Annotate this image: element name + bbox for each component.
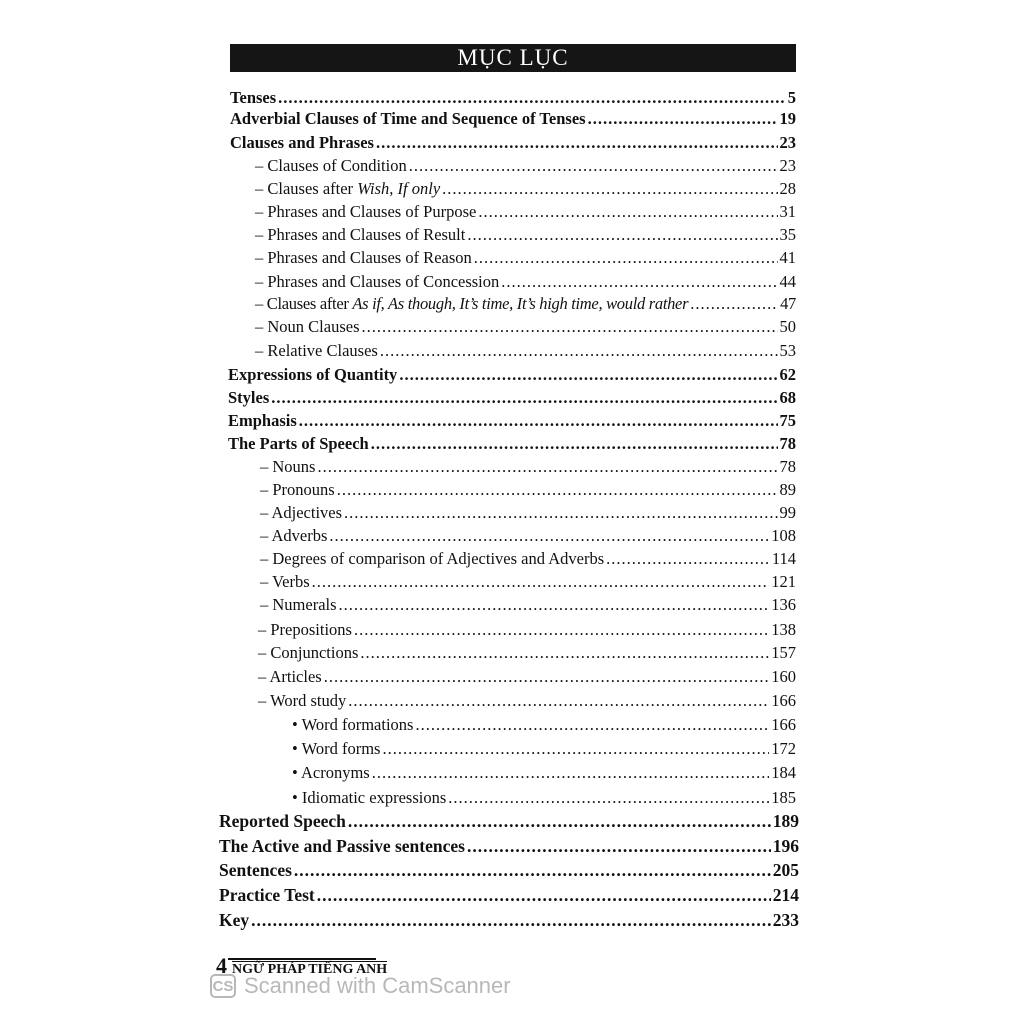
- toc-entry: [230, 132, 796, 154]
- toc-entry-label: – Prepositions: [258, 620, 352, 639]
- toc-entry: [219, 859, 799, 881]
- toc-leader: [606, 548, 770, 570]
- toc-entry-page: 185: [771, 788, 796, 807]
- toc-entry: [255, 340, 796, 362]
- camscanner-logo-icon: CS: [210, 974, 236, 998]
- toc-entry-label: The Parts of Speech: [228, 434, 369, 453]
- toc-leader: [294, 859, 771, 881]
- toc-entry-page: 5: [787, 88, 796, 107]
- toc-leader: [299, 410, 778, 432]
- book-title: NGỮ PHÁP TIẾNG ANH: [232, 962, 388, 977]
- toc-entry-label: – Relative Clauses: [255, 341, 378, 360]
- toc-entry: [219, 909, 799, 931]
- toc-entry: [260, 479, 796, 501]
- toc-entry: [219, 810, 799, 832]
- toc-entry-page: 53: [779, 341, 796, 360]
- toc-entry: [255, 224, 796, 246]
- toc-entry: [255, 155, 796, 177]
- toc-leader: [442, 178, 777, 200]
- toc-entry: [260, 502, 796, 524]
- toc-entry-page: 19: [779, 109, 796, 128]
- toc-entry-label: – Noun Clauses: [255, 317, 360, 336]
- toc-entry: [255, 316, 796, 338]
- toc-leader: [474, 247, 778, 269]
- toc-entry-page: 166: [771, 691, 796, 710]
- toc-entry-page: 166: [771, 715, 796, 734]
- toc-entry-label: – Degrees of comparison of Adjectives and Adverbs: [260, 549, 605, 568]
- toc-entry-page: 136: [771, 595, 796, 614]
- toc-entry: [255, 201, 796, 223]
- toc-entry-label: Sentences: [219, 860, 292, 880]
- toc-leader: [690, 293, 778, 315]
- toc-leader: [415, 714, 769, 736]
- toc-leader: [467, 224, 777, 246]
- toc-entry: [260, 456, 796, 478]
- toc-leader: [409, 155, 778, 177]
- toc-entry-label: – Word study: [258, 691, 347, 710]
- toc-leader: [478, 201, 777, 223]
- toc-entry: [230, 108, 796, 130]
- toc-entry: [258, 619, 796, 641]
- toc-entry-label: – Articles: [258, 667, 322, 686]
- toc-entry-page: 44: [779, 272, 796, 291]
- toc-entry: [258, 690, 796, 712]
- toc-leader: [317, 456, 777, 478]
- toc-entry-label: The Active and Passive sentences: [219, 836, 465, 856]
- toc-entry-page: 47: [780, 294, 796, 313]
- toc-entry: [255, 271, 796, 293]
- toc-entry-label: – Phrases and Clauses of Concession: [255, 272, 500, 291]
- toc-entry-page: 138: [771, 620, 796, 639]
- toc-entry-page: 23: [779, 133, 796, 152]
- toc-leader: [354, 619, 769, 641]
- toc-leader: [588, 108, 778, 130]
- toc-entry-page: 62: [779, 365, 796, 384]
- toc-entry: [292, 738, 796, 760]
- toc-leader: [382, 738, 769, 760]
- toc-entry-label: • Acronyms: [292, 763, 370, 782]
- toc-leader: [337, 479, 778, 501]
- toc-entry-page: 172: [771, 739, 796, 758]
- toc-entry-label: Tenses: [230, 88, 277, 107]
- toc-entry-page: 184: [771, 763, 796, 782]
- toc-leader: [360, 642, 769, 664]
- toc-leader: [329, 525, 769, 547]
- toc-entry: [228, 364, 796, 386]
- toc-entry: [255, 178, 796, 200]
- toc-entry-label: – Clauses of Condition: [255, 156, 407, 175]
- toc-entry-label: – Clauses after As if, As though, It’s time, It’s high time, would rather: [255, 294, 689, 313]
- toc-entry-label: • Word formations: [292, 715, 414, 734]
- toc-entry-page: 35: [779, 225, 796, 244]
- toc-entry-label: – Conjunctions: [258, 643, 359, 662]
- toc-entry-label: Styles: [228, 388, 270, 407]
- toc-entry-page: 189: [772, 811, 799, 831]
- toc-leader: [362, 316, 778, 338]
- toc-entry-page: 205: [772, 860, 799, 880]
- toc-entry-page: 78: [779, 457, 796, 476]
- toc-entry-page: 68: [779, 388, 796, 407]
- toc-entry-page: 41: [779, 248, 796, 267]
- toc-leader: [339, 594, 770, 616]
- toc-entry-label: – Phrases and Clauses of Purpose: [255, 202, 477, 221]
- toc-entry-label: Reported Speech: [219, 811, 346, 831]
- toc-entry: [219, 835, 799, 857]
- toc-entry: [260, 594, 796, 616]
- toc-entry-page: 233: [772, 910, 799, 930]
- toc-entry-label: Adverbial Clauses of Time and Sequence of Tenses: [230, 109, 586, 128]
- footer-divider: [228, 958, 376, 960]
- toc-entry: [260, 571, 796, 593]
- toc-entry-page: 28: [779, 179, 796, 198]
- toc-entry-label: – Phrases and Clauses of Result: [255, 225, 466, 244]
- toc-entry: [228, 433, 796, 455]
- toc-entry-page: 50: [779, 317, 796, 336]
- toc-leader: [251, 909, 771, 931]
- toc-entry-page: 78: [779, 434, 796, 453]
- toc-entry-page: 196: [772, 836, 799, 856]
- toc-entry: [230, 87, 796, 109]
- toc-entry-label: Expressions of Quantity: [228, 365, 398, 384]
- toc-entry-page: 31: [779, 202, 796, 221]
- toc-entry-page: 157: [771, 643, 796, 662]
- toc-entry-page: 114: [771, 549, 796, 568]
- toc-entry-label: – Nouns: [260, 457, 316, 476]
- toc-entry-label: – Adjectives: [260, 503, 343, 522]
- watermark-text: Scanned with CamScanner: [244, 973, 511, 998]
- toc-entry-page: 75: [779, 411, 796, 430]
- toc-leader: [344, 502, 777, 524]
- toc-entry-label: – Verbs: [260, 572, 310, 591]
- toc-entry: [228, 387, 796, 409]
- page-number: 4: [216, 953, 227, 978]
- toc-leader: [372, 762, 770, 784]
- toc-leader: [399, 364, 777, 386]
- toc-entry-label: – Clauses after Wish, If only: [255, 179, 441, 198]
- toc-entry: [255, 293, 796, 315]
- toc-entry: [292, 762, 796, 784]
- toc-entry: [260, 525, 796, 547]
- toc-entry: [228, 410, 796, 432]
- toc-entry-label: Key: [219, 910, 250, 930]
- toc-leader: [380, 340, 778, 362]
- toc-entry-label: – Pronouns: [260, 480, 335, 499]
- toc-entry-label: Practice Test: [219, 885, 315, 905]
- toc-entry-page: 23: [779, 156, 796, 175]
- toc-entry-page: 160: [771, 667, 796, 686]
- toc-leader: [317, 884, 771, 906]
- toc-entry-label: Clauses and Phrases: [230, 133, 374, 152]
- toc-entry-page: 214: [772, 885, 799, 905]
- toc-leader: [467, 835, 771, 857]
- toc-entry: [219, 884, 799, 906]
- toc-entry: [260, 548, 796, 570]
- toc-leader: [324, 666, 770, 688]
- toc-entry-page: 108: [771, 526, 796, 545]
- toc-entry-page: 99: [779, 503, 796, 522]
- toc-leader: [371, 433, 778, 455]
- toc-entry-label: • Idiomatic expressions: [292, 788, 447, 807]
- toc-leader: [348, 810, 771, 832]
- toc-leader: [501, 271, 777, 293]
- toc-entry-label: • Word forms: [292, 739, 381, 758]
- toc-leader: [376, 132, 778, 154]
- toc-entry: [255, 247, 796, 269]
- toc-entry: [258, 666, 796, 688]
- camscanner-watermark: [210, 973, 511, 999]
- page-title: MỤC LỤC: [230, 44, 796, 72]
- toc-entry-label: – Phrases and Clauses of Reason: [255, 248, 472, 267]
- toc-leader: [448, 787, 769, 809]
- toc-entry-label: Emphasis: [228, 411, 297, 430]
- toc-entry: [292, 714, 796, 736]
- toc-leader: [312, 571, 770, 593]
- toc-entry-label: – Adverbs: [260, 526, 328, 545]
- toc-entry-label: – Numerals: [260, 595, 337, 614]
- toc-leader: [348, 690, 769, 712]
- toc-entry: [258, 642, 796, 664]
- toc-entry: [292, 787, 796, 809]
- toc-leader: [278, 87, 786, 109]
- toc-entry-page: 121: [771, 572, 796, 591]
- toc-entry-page: 89: [779, 480, 796, 499]
- toc-leader: [271, 387, 777, 409]
